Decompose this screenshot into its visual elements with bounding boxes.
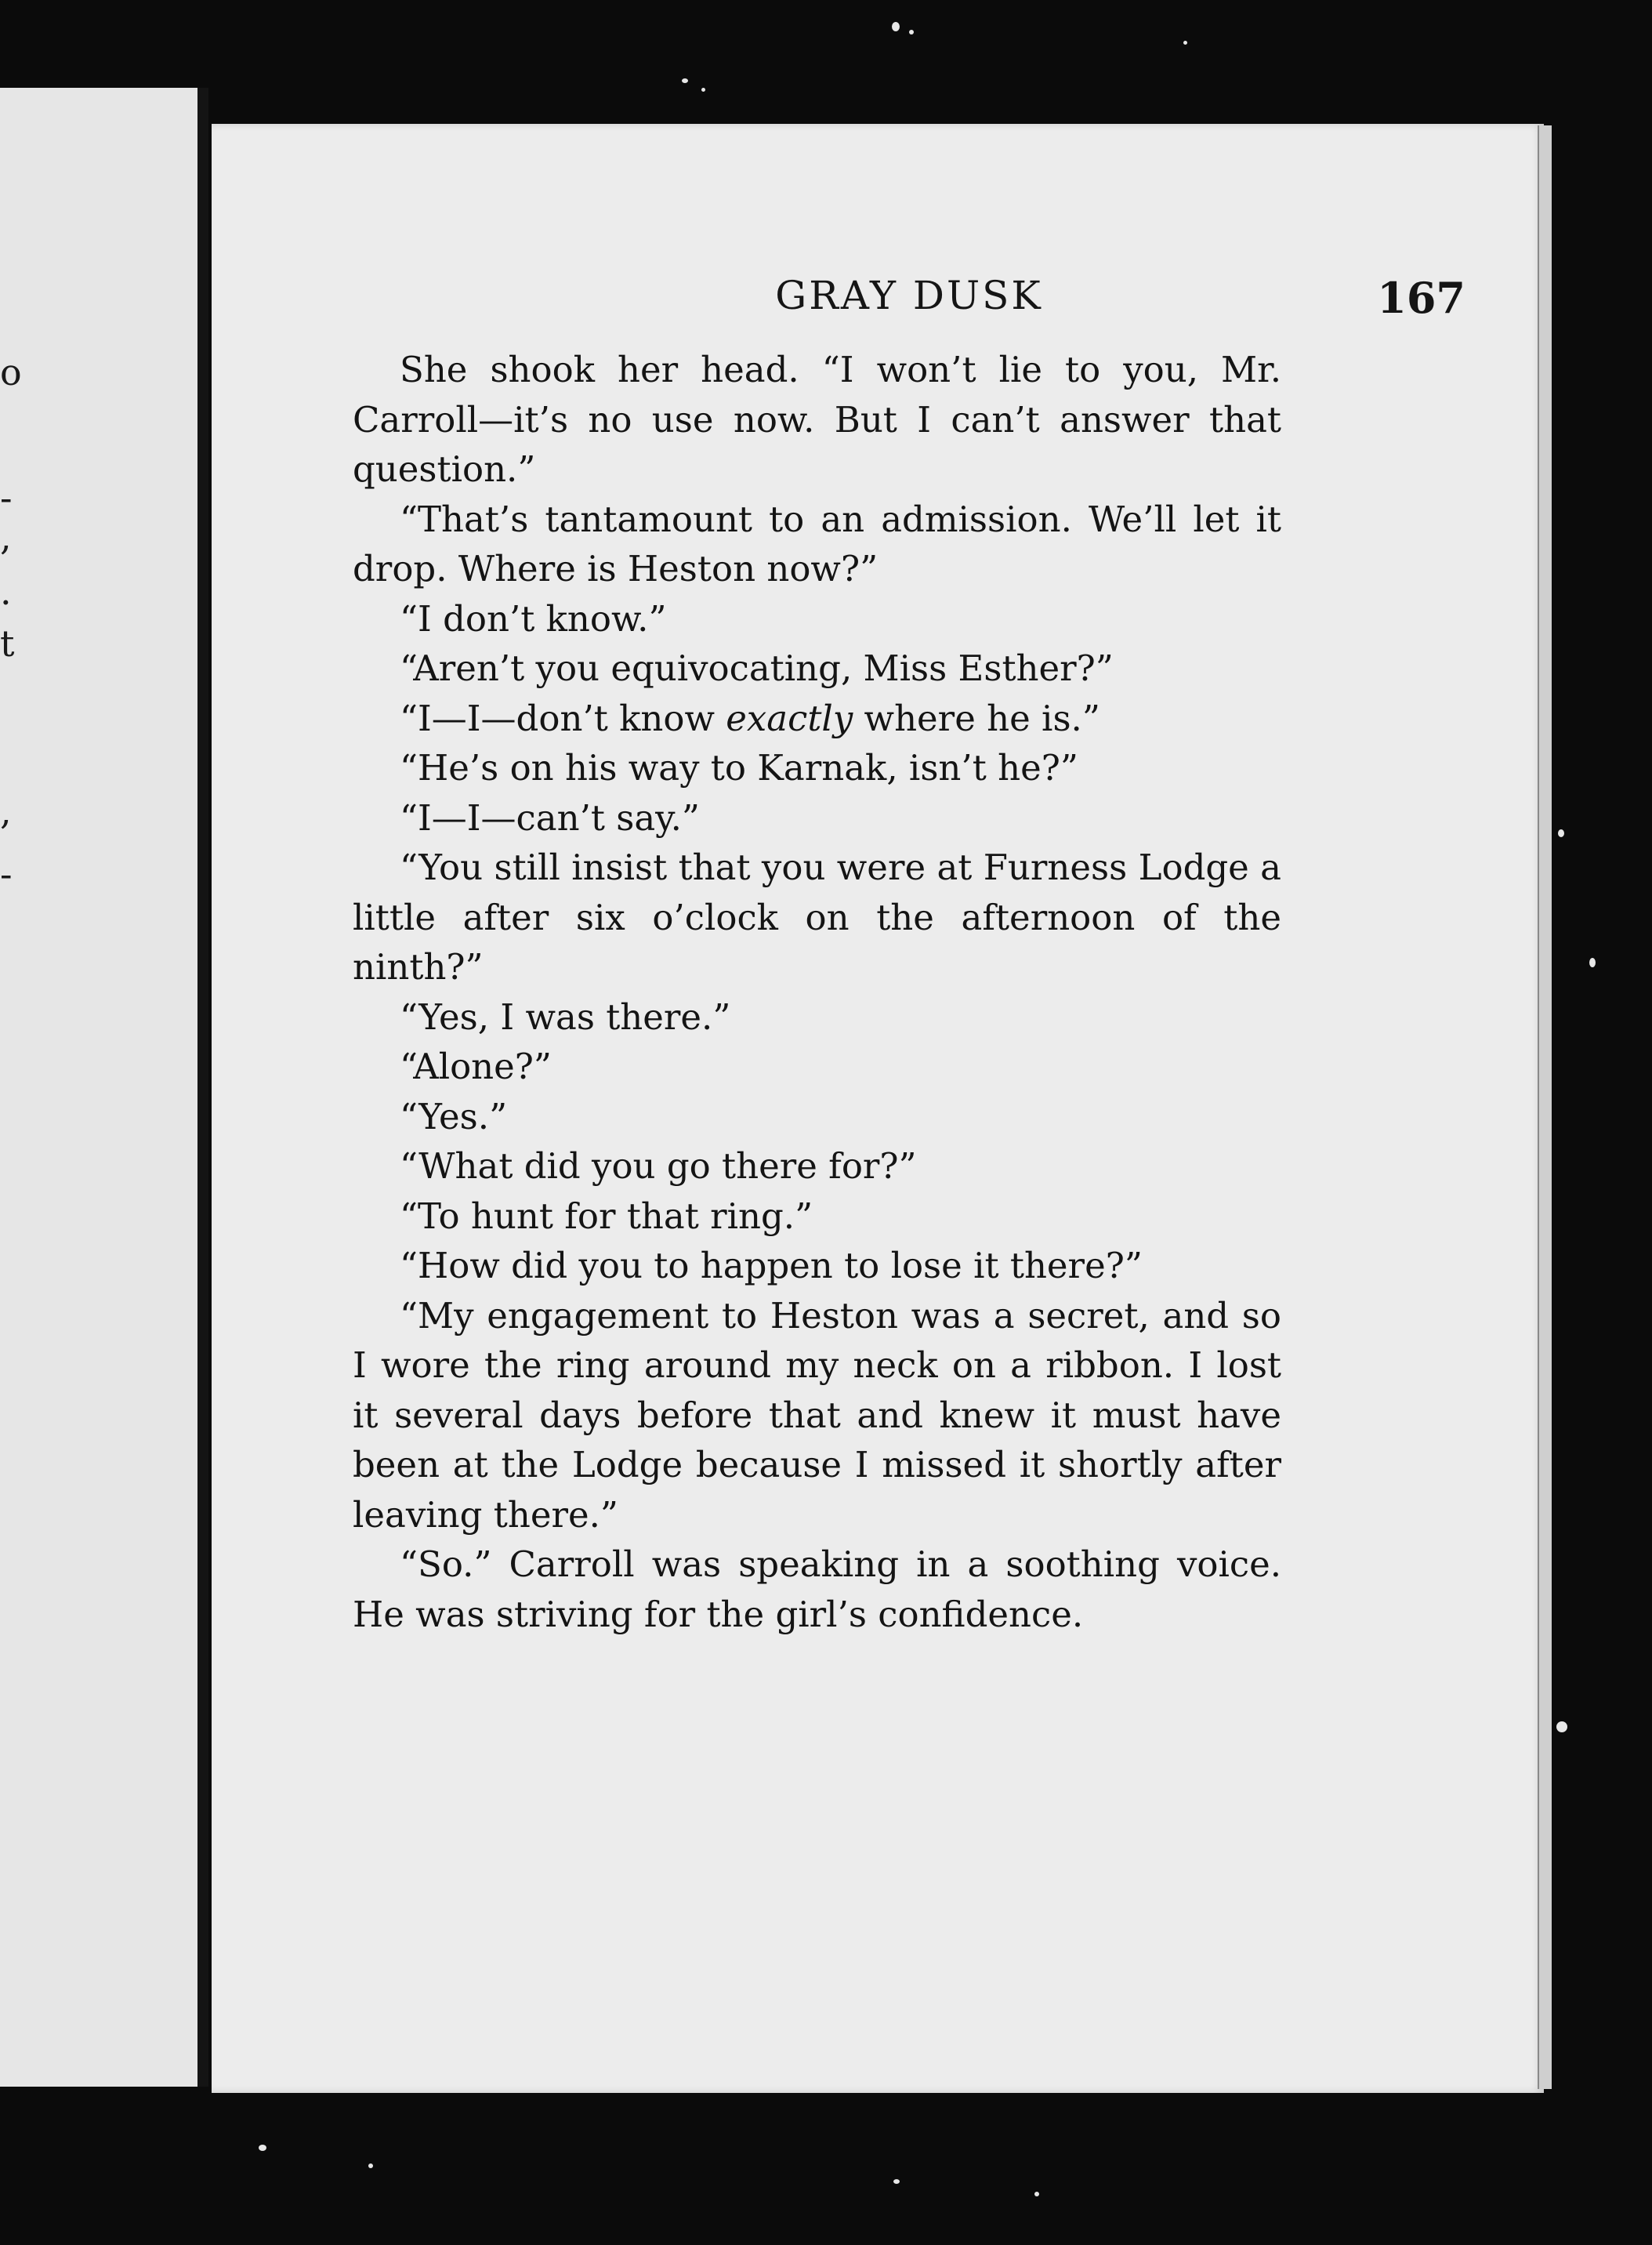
left-page-fragment: , xyxy=(0,516,12,558)
emphasized-word: exactly xyxy=(726,697,853,739)
left-page-fragment: - xyxy=(0,853,13,895)
dust-speck xyxy=(682,78,688,83)
paragraph: “So.” Carroll was speaking in a soothing voice. He was striving for the girl’s confidence. xyxy=(353,1543,1281,1635)
paragraph-text: “I—I—don’t know xyxy=(400,697,726,739)
paragraph: She shook her head. “I won’t lie to you, Mr. Carroll—it’s no use now. But I can’t answer that question.” xyxy=(353,349,1281,490)
page-edge xyxy=(1538,125,1552,2089)
page-number: 167 xyxy=(1377,273,1465,323)
paragraph xyxy=(353,694,1281,744)
dust-speck xyxy=(368,2163,373,2168)
left-page-fragment: . xyxy=(0,571,12,613)
dust-speck xyxy=(1558,829,1564,837)
paragraph: “I don’t know.” xyxy=(400,597,667,640)
paragraph-text: where he is.” xyxy=(853,697,1100,739)
dust-speck xyxy=(892,22,900,31)
paragraph: “He’s on his way to Karnak, isn’t he?” xyxy=(400,747,1078,789)
running-title: GRAY DUSK xyxy=(775,273,1043,318)
dust-speck xyxy=(701,88,705,92)
paragraph: “Alone?” xyxy=(400,1046,552,1087)
dust-speck xyxy=(1589,958,1596,967)
left-page-fragment: , xyxy=(0,790,12,832)
running-head xyxy=(353,273,1465,328)
paragraph: “You still insist that you were at Furness Lodge a little after six o’clock on the afternoon of the ninth?” xyxy=(353,847,1281,988)
left-page-fragment: - xyxy=(0,477,13,519)
dust-speck xyxy=(893,2179,900,2184)
paragraph: “How did you to happen to lose it there?” xyxy=(400,1245,1143,1286)
paragraph: “To hunt for that ring.” xyxy=(400,1195,813,1237)
dust-speck xyxy=(1183,41,1187,45)
paragraph: “Yes, I was there.” xyxy=(400,996,731,1038)
dust-speck xyxy=(909,30,914,34)
paragraph: “My engagement to Heston was a secret, and so I wore the ring around my neck on a ribbon. I lost it several days before that and knew it must have been at the Lodge because I missed it shortly after leaving there.” xyxy=(353,1294,1281,1536)
paragraph: “Aren’t you equivocating, Miss Esther?” xyxy=(400,647,1114,689)
left-page-fragment: t xyxy=(0,622,15,665)
right-page xyxy=(212,124,1544,2093)
dust-speck xyxy=(1556,1721,1567,1732)
body-text xyxy=(353,345,1281,1639)
paragraph: “What did you go there for?” xyxy=(400,1145,917,1187)
dust-speck xyxy=(259,2145,266,2151)
paragraph: “That’s tantamount to an admission. We’ll let it drop. Where is Heston now?” xyxy=(353,498,1281,589)
paragraph: “Yes.” xyxy=(400,1095,508,1137)
left-page xyxy=(0,88,208,2087)
paragraph: “I—I—can’t say.” xyxy=(400,796,700,839)
dust-speck xyxy=(1034,2192,1039,2196)
left-page-fragment: o xyxy=(0,351,22,394)
